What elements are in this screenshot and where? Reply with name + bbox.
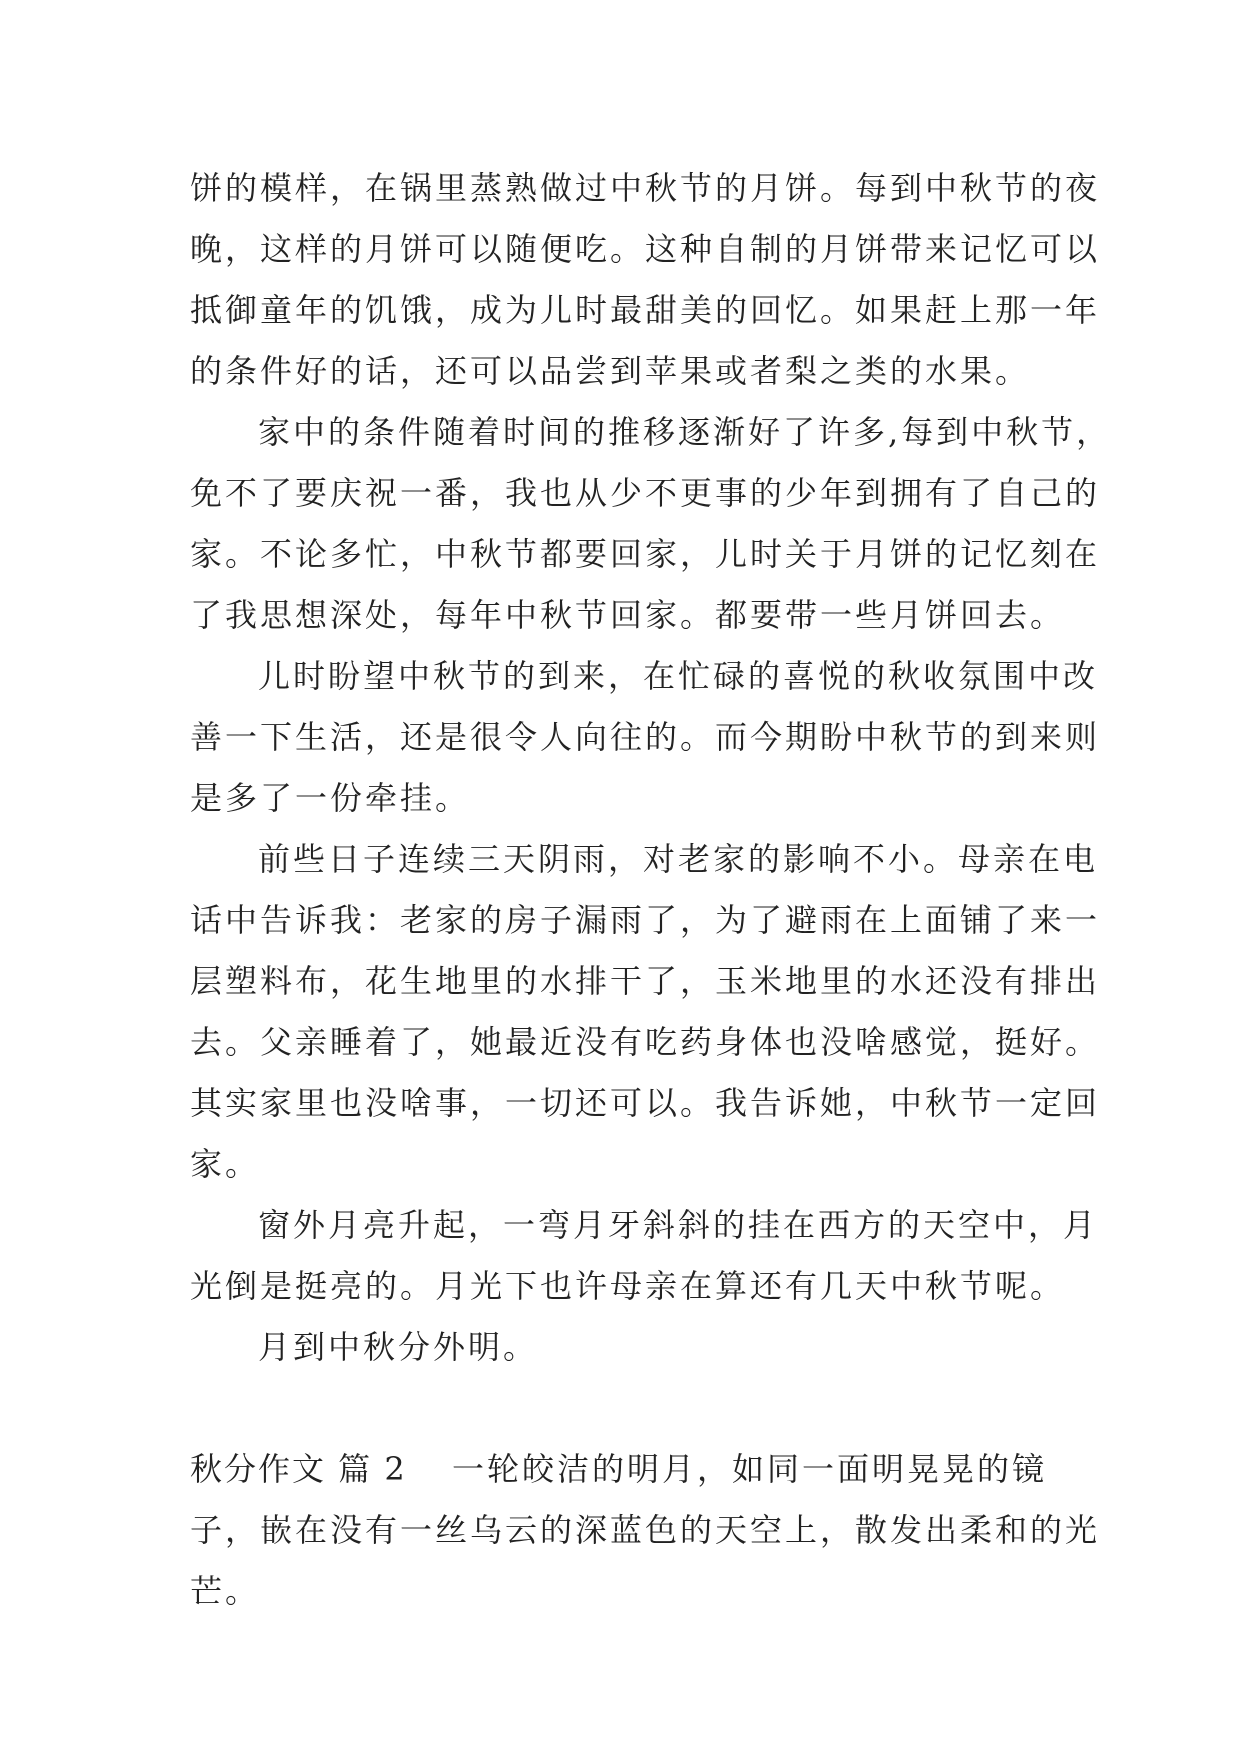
text-line: 月到中秋分外明。 bbox=[258, 1328, 539, 1366]
text-line: 家。不论多忙，中秋节都要回家，儿时关于月饼的记忆刻在 bbox=[190, 535, 1101, 573]
section-gap bbox=[190, 1378, 1060, 1439]
text-line: 前些日子连续三天阴雨，对老家的影响不小。母亲在电 bbox=[258, 840, 1099, 878]
text-line bbox=[190, 1439, 1060, 1500]
text-line: 的条件好的话，还可以品尝到苹果或者梨之类的水果。 bbox=[190, 352, 1031, 390]
paragraph-4 bbox=[190, 829, 1101, 1195]
text-line: 光倒是挺亮的。月光下也许母亲在算还有几天中秋节呢。 bbox=[190, 1267, 1066, 1305]
text-line: 子，嵌在没有一丝乌云的深蓝色的天空上，散发出柔和的光 bbox=[190, 1511, 1101, 1549]
section-first-line: 一轮皎洁的明月，如同一面明晃晃的镜 bbox=[452, 1450, 1048, 1488]
text-line: 家中的条件随着时间的推移逐渐好了许多,每到中秋节， bbox=[258, 413, 1112, 451]
text-line: 芒。 bbox=[190, 1572, 261, 1610]
text-line: 儿时盼望中秋节的到来，在忙碌的喜悦的秋收氛围中改 bbox=[258, 657, 1099, 695]
text-line: 家。 bbox=[190, 1145, 261, 1183]
section-2 bbox=[190, 1439, 1101, 1622]
paragraph-3 bbox=[190, 646, 1101, 829]
text-line: 晚，这样的月饼可以随便吃。这种自制的月饼带来记忆可以 bbox=[190, 230, 1101, 268]
text-line: 抵御童年的饥饿，成为儿时最甜美的回忆。如果赶上那一年 bbox=[190, 291, 1101, 329]
paragraph-5 bbox=[190, 1195, 1099, 1317]
text-line: 善一下生活，还是很令人向往的。而今期盼中秋节的到来则 bbox=[190, 718, 1101, 756]
text-line: 去。父亲睡着了，她最近没有吃药身体也没啥感觉，挺好。 bbox=[190, 1023, 1101, 1061]
document-body bbox=[190, 158, 1112, 1622]
text-line: 饼的模样，在锅里蒸熟做过中秋节的月饼。每到中秋节的夜 bbox=[190, 169, 1101, 207]
text-line: 了我思想深处，每年中秋节回家。都要带一些月饼回去。 bbox=[190, 596, 1066, 634]
text-line: 是多了一份牵挂。 bbox=[190, 779, 471, 817]
paragraph-2 bbox=[190, 402, 1112, 646]
text-line: 免不了要庆祝一番，我也从少不更事的少年到拥有了自己的 bbox=[190, 474, 1101, 512]
text-line: 话中告诉我：老家的房子漏雨了，为了避雨在上面铺了来一 bbox=[190, 901, 1101, 939]
text-line: 窗外月亮升起，一弯月牙斜斜的挂在西方的天空中，月 bbox=[258, 1206, 1099, 1244]
paragraph-1 bbox=[190, 158, 1101, 402]
text-line: 其实家里也没啥事，一切还可以。我告诉她，中秋节一定回 bbox=[190, 1084, 1101, 1122]
text-line: 层塑料布，花生地里的水排干了，玉米地里的水还没有排出 bbox=[190, 962, 1101, 1000]
paragraph-6 bbox=[190, 1317, 1060, 1378]
section-title: 秋分作文 篇 2 bbox=[190, 1450, 407, 1488]
